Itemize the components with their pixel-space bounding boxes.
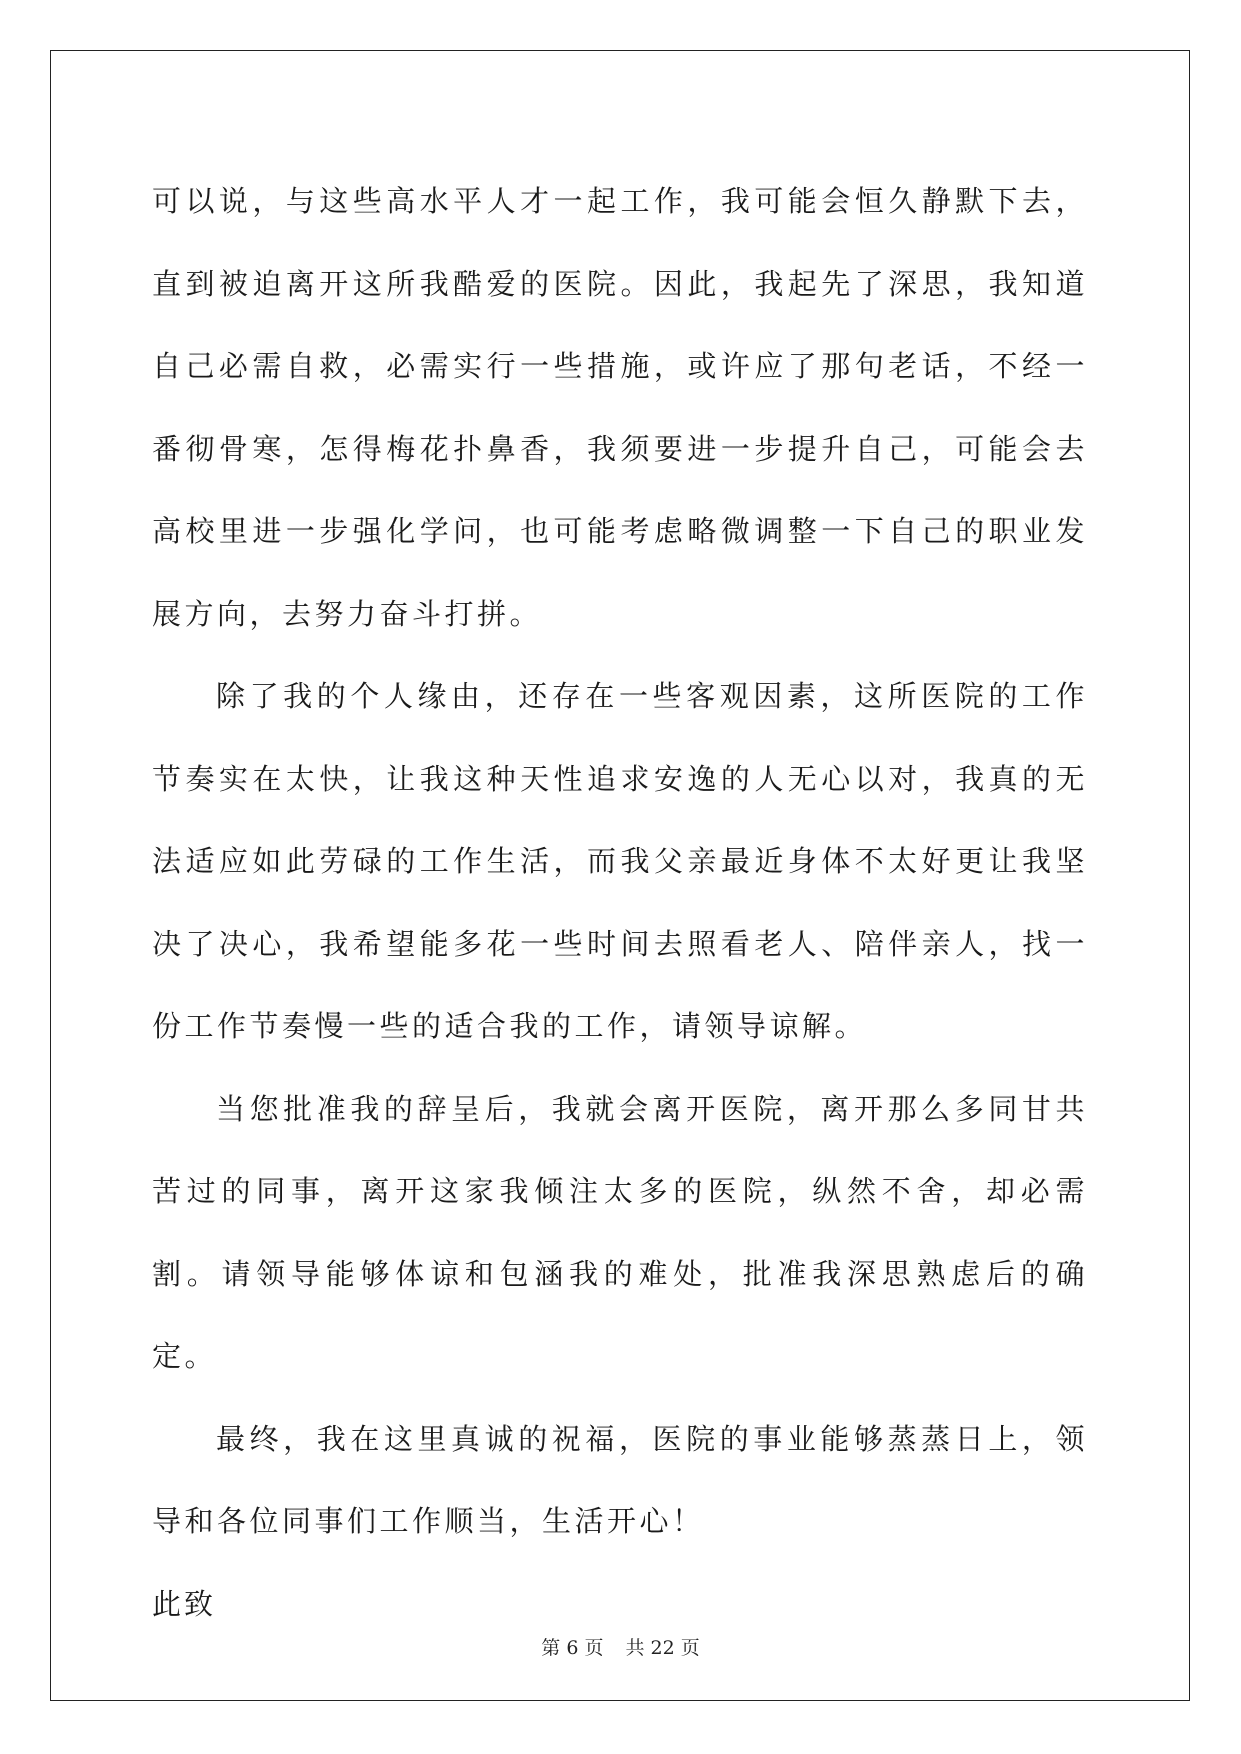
paragraph-2: 除了我的个人缘由，还存在一些客观因素，这所医院的工作节奏实在太快，让我这种天性追求安逸的人无心以对，我真的无法适应如此劳碌的工作生活，而我父亲最近身体不太好更让我坚决了决心，我希望能多花一些时间去照看老人、陪伴亲人，找一份工作节奏慢一些的适合我的工作，请领导谅解。 [152,679,1088,1043]
page-total: 共 22 页 [625,1637,700,1659]
document-body [152,160,1088,1645]
closing-salutation: 此致 [152,1586,217,1621]
page-footer [0,1636,1241,1660]
paragraph-4: 最终，我在这里真诚的祝福，医院的事业能够蒸蒸日上，领导和各位同事们工作顺当，生活开心！ [152,1421,1088,1538]
page-number: 第 6 页 [541,1637,604,1659]
paragraph-3: 当您批准我的辞呈后，我就会离开医院，离开那么多同甘共苦过的同事，离开这家我倾注太多的医院，纵然不舍，却必需割。请领导能够体谅和包涵我的难处，批准我深思熟虑后的确定。 [152,1091,1088,1373]
paragraph-1: 可以说，与这些高水平人才一起工作，我可能会恒久静默下去，直到被迫离开这所我酷爱的医院。因此，我起先了深思，我知道自己必需自救，必需实行一些措施，或许应了那句老话，不经一番彻骨寒，怎得梅花扑鼻香，我须要进一步提升自己，可能会去高校里进一步强化学问，也可能考虑略微调整一下自己的职业发展方向，去努力奋斗打拼。 [152,184,1088,631]
